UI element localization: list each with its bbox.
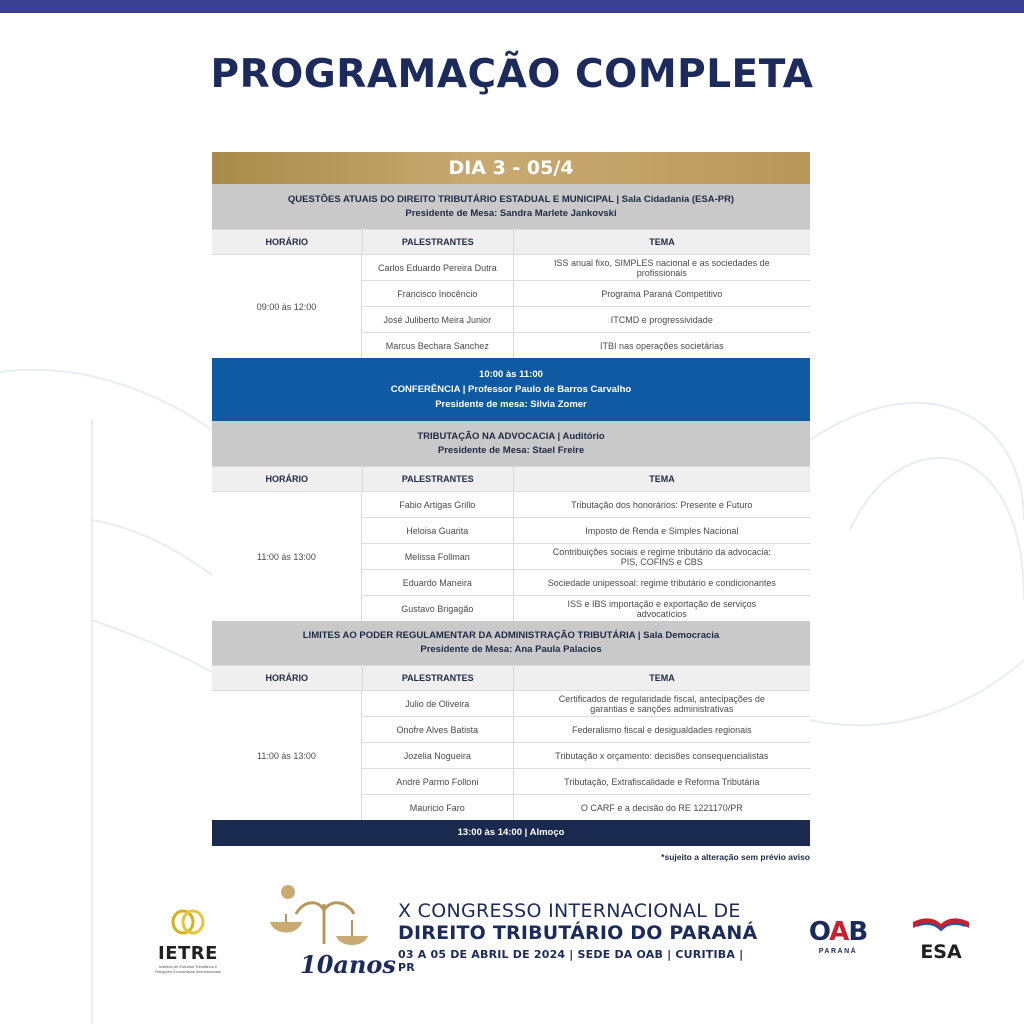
speaker-cell: Marcus Bechara Sanchez — [362, 333, 514, 358]
topic-cell: Federalismo fiscal e desigualdades regionais — [572, 724, 752, 735]
table-row — [362, 281, 810, 307]
esa-logo — [906, 916, 976, 963]
table-row — [362, 307, 810, 333]
speaker-cell: Eduardo Maneira — [362, 570, 514, 595]
congress-title — [398, 900, 758, 974]
speaker-cell: Onofre Alves Batista — [362, 717, 514, 742]
esa-name: ESA — [920, 941, 962, 963]
col-horario: HORÁRIO — [212, 230, 363, 254]
column-header-row — [212, 229, 810, 254]
session-president: Presidente de Mesa: Ana Paula Palacios — [420, 644, 602, 655]
esa-book-icon — [911, 916, 971, 934]
topic-cell: Tributação x orçamento: decisões consequencialistas — [555, 750, 769, 761]
session-title: LIMITES AO PODER REGULAMENTAR DA ADMINISTRAÇÃO TRIBUTÁRIA | Sala Democracia — [302, 630, 720, 641]
speaker-cell: Jozelia Nogueira — [362, 743, 514, 768]
session-time: 09:00 às 12:00 — [212, 255, 362, 358]
topic-cell: Imposto de Renda e Simples Nacional — [585, 525, 739, 536]
table-row — [362, 492, 810, 518]
table-row — [362, 795, 810, 820]
lunch-banner: 13:00 às 14:00 | Almoço — [212, 820, 810, 846]
table-row — [362, 544, 810, 570]
congress-line-1: X CONGRESSO INTERNACIONAL DE — [398, 900, 741, 922]
speaker-cell: Heloisa Guarita — [362, 518, 514, 543]
topic-cell: Tributação, Extrafiscalidade e Reforma Tributária — [564, 776, 760, 787]
session-president: Presidente de Mesa: Sandra Marlete Jankovski — [405, 207, 617, 219]
table-row — [362, 518, 810, 544]
speaker-cell: José Juliberto Meira Junior — [362, 307, 514, 332]
col-horario: HORÁRIO — [212, 467, 363, 491]
ietre-rings-icon — [168, 908, 208, 936]
col-palestrantes: PALESTRANTES — [363, 467, 515, 491]
table-row — [362, 743, 810, 769]
day-header: DIA 3 - 05/4 — [212, 152, 810, 184]
conference-time: 10:00 às 11:00 — [479, 369, 543, 380]
topic-cell: ISS anual fixo, SIMPLES nacional e as sociedades de profissionais — [553, 257, 770, 278]
session-header — [212, 621, 810, 665]
conference-banner — [212, 358, 810, 421]
column-header-row — [212, 665, 810, 690]
col-palestrantes: PALESTRANTES — [363, 666, 515, 690]
col-tema: TEMA — [649, 474, 675, 484]
table-row — [362, 691, 810, 717]
session-rows — [212, 690, 810, 820]
anniversary-text: 10anos — [300, 950, 396, 979]
congress-line-2: DIREITO TRIBUTÁRIO DO PARANÁ — [398, 922, 758, 944]
session-time: 11:00 às 13:00 — [212, 492, 362, 621]
topic-cell: Programa Paraná Competitivo — [601, 288, 723, 299]
col-tema: TEMA — [649, 237, 675, 247]
topic-cell: Sociedade unipessoal: regime tributário e condicionantes — [547, 577, 776, 588]
topic-cell: Tributação dos honorários: Presente e Futuro — [571, 499, 753, 510]
table-row — [362, 255, 810, 281]
table-row — [362, 717, 810, 743]
congress-line-3: 03 A 05 DE ABRIL DE 2024 | SEDE DA OAB | CURITIBA | PR — [398, 948, 744, 974]
session-header — [212, 421, 810, 466]
speaker-cell: Julio de Oliveira — [362, 691, 514, 716]
ietre-subtitle: Instituto de Estudos Tributários e Relações Econômicas Internacionais — [155, 964, 221, 974]
topic-cell: O CARF e a decisão do RE 1221170/PR — [580, 802, 743, 813]
ietre-name: IETRE — [158, 943, 218, 964]
topic-cell: ITBI nas operações societárias — [600, 340, 724, 351]
speaker-cell: André Parmo Folloni — [362, 769, 514, 794]
session-time: 11:00 às 13:00 — [212, 691, 362, 820]
col-horario: HORÁRIO — [212, 666, 363, 690]
speaker-cell: Mauricio Faro — [362, 795, 514, 820]
oab-state: PARANÁ — [818, 948, 858, 955]
session-title: QUESTÕES ATUAIS DO DIREITO TRIBUTÁRIO ESTADUAL E MUNICIPAL | Sala Cidadania (ESA-PR) — [287, 193, 735, 205]
speaker-cell: Gustavo Brigagão — [362, 596, 514, 621]
table-row — [362, 570, 810, 596]
topic-cell: ISS e IBS importação e exportação de serviços advocatícios — [567, 598, 757, 619]
table-row — [362, 596, 810, 621]
speaker-cell: Carlos Eduardo Pereira Dutra — [362, 255, 514, 280]
conference-president: Presidente de mesa: Silvia Zomer — [435, 399, 587, 410]
page-title: PROGRAMAÇÃO COMPLETA — [210, 52, 814, 97]
col-tema: TEMA — [649, 673, 675, 683]
col-palestrantes: PALESTRANTES — [363, 230, 515, 254]
session-title: TRIBUTAÇÃO NA ADVOCACIA | Auditório — [417, 430, 605, 442]
conference-title: CONFERÊNCIA | Professor Paulo de Barros Carvalho — [390, 384, 632, 395]
ietre-logo — [152, 908, 224, 974]
session-header — [212, 184, 810, 229]
program-table — [212, 152, 810, 846]
column-header-row — [212, 466, 810, 491]
topic-cell: Certificados de regularidade fiscal, antecipações de garantias e sanções administrativas — [558, 693, 765, 714]
oab-logo-icon: OAB — [808, 917, 868, 947]
session-rows — [212, 491, 810, 621]
topic-cell: Contribuições sociais e regime tributário da advocacia: PIS, COFINS e CBS — [552, 546, 771, 567]
session-rows — [212, 254, 810, 358]
table-row — [362, 333, 810, 358]
session-president: Presidente de Mesa: Stael Freire — [437, 444, 585, 456]
speaker-cell: Fabio Artigas Grillo — [362, 492, 514, 517]
table-row — [362, 769, 810, 795]
disclaimer-note: *sujeito a alteração sem prévio aviso — [661, 852, 810, 862]
topic-cell: ITCMD e progressividade — [610, 314, 713, 325]
speaker-cell: Melissa Follman — [362, 544, 514, 569]
speaker-cell: Francisco Inocêncio — [362, 281, 514, 306]
oab-logo — [798, 918, 878, 955]
